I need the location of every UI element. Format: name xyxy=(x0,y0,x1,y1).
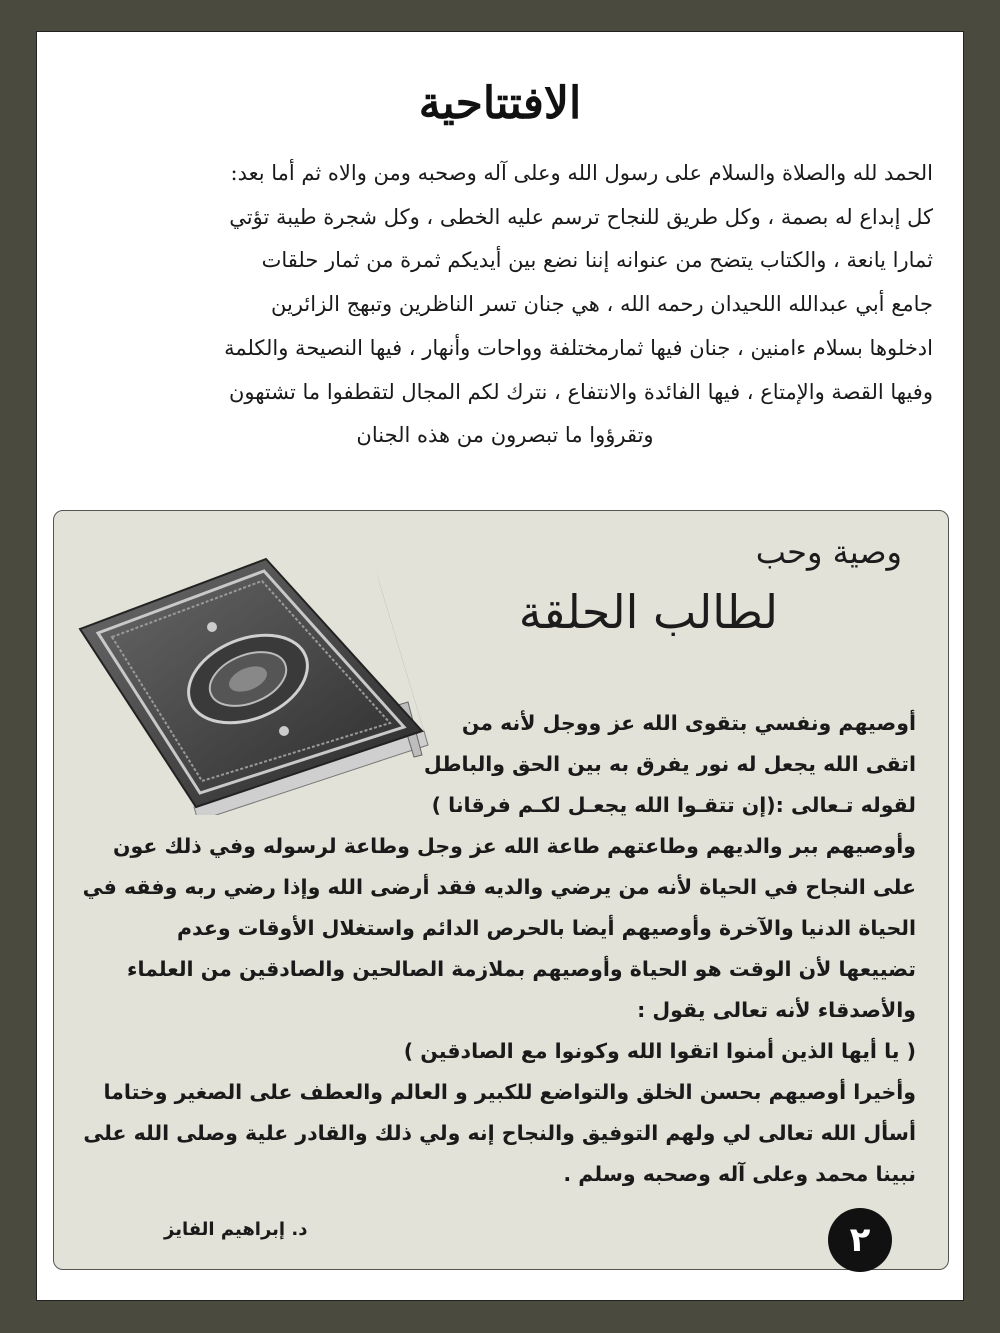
page xyxy=(36,31,964,1301)
intro-line: جامع أبي عبدالله اللحيدان رحمه الله ، هي جنان تسر الناظرين وتبهج الزائرين xyxy=(271,292,933,317)
intro-paragraph xyxy=(77,152,933,458)
advice-line: على النجاح في الحياة لأنه من يرضي والديه فقد أرضى الله وإذا رضي ربه وفقه في xyxy=(82,875,916,899)
intro-line: ادخلوها بسلام ءامنين ، جنان فيها ثمارمختلفة وواحات وأنهار ، فيها النصيحة والكلمة xyxy=(224,335,933,360)
advice-line: وأوصيهم ببر والديهم وطاعتهم طاعة الله عز وجل وطاعة لرسوله وفي ذلك عون xyxy=(113,834,916,858)
advice-line: لقوله تـعالى :(إن تتقـوا الله يجعـل لكـم فرقانا ) xyxy=(431,793,916,817)
advice-line: نبينا محمد وعلى آله وصحبه وسلم . xyxy=(563,1162,916,1186)
intro-line: كل إبداع له بصمة ، وكل طريق للنجاح ترسم عليه الخطى ، وكل شجرة طيبة تؤتي xyxy=(229,204,933,229)
advice-line: والأصدقاء لأنه تعالى يقول : xyxy=(637,998,916,1022)
advice-line: تضييعها لأن الوقت هو الحياة وأوصيهم بملازمة الصالحين والصادقين من العلماء xyxy=(127,957,916,981)
advice-heading-big: لطالب الحلقة xyxy=(518,585,778,639)
signature: د. إبراهيم الفايز xyxy=(164,1219,308,1240)
intro-line: وفيها القصة والإمتاع ، فيها الفائدة والانتفاع ، نترك لكم المجال لتقطفوا ما تشتهون xyxy=(228,379,933,404)
page-title: الافتتاحية xyxy=(418,78,582,129)
advice-line: ( يا أيها الذين أمنوا اتقوا الله وكونوا مع الصادقين ) xyxy=(403,1039,916,1063)
intro-line: وتقرؤوا ما تبصرون من هذه الجنان xyxy=(356,423,654,448)
advice-line: وأخيرا أوصيهم بحسن الخلق والتواضع للكبير و العالم والعطف على الصغير وختاما xyxy=(103,1080,916,1104)
advice-heading-small: وصية وحب xyxy=(755,533,902,571)
advice-line: أسأل الله تعالى لي ولهم التوفيق والنجاح إنه ولي ذلك والقادر علية وصلى الله على xyxy=(83,1121,916,1145)
intro-line: الحمد لله والصلاة والسلام على رسول الله وعلى آله وصحبه ومن والاه ثم أما بعد: xyxy=(230,161,933,185)
advice-line: الحياة الدنيا والآخرة وأوصيهم أيضا بالحرص الدائم واستغلال الأوقات وعدم xyxy=(177,916,916,940)
advice-box xyxy=(53,510,949,1270)
page-number-badge: ٢ xyxy=(828,1208,892,1272)
advice-line: أوصيهم ونفسي بتقوى الله عز ووجل لأنه من xyxy=(461,711,916,735)
advice-paragraph xyxy=(76,703,916,1195)
advice-line: اتقى الله يجعل له نور يفرق به بين الحق والباطل xyxy=(423,752,916,776)
intro-line: ثمارا يانعة ، والكتاب يتضح من عنوانه إننا نضع بين أيديكم ثمرة من ثمار حلقات xyxy=(261,248,933,273)
